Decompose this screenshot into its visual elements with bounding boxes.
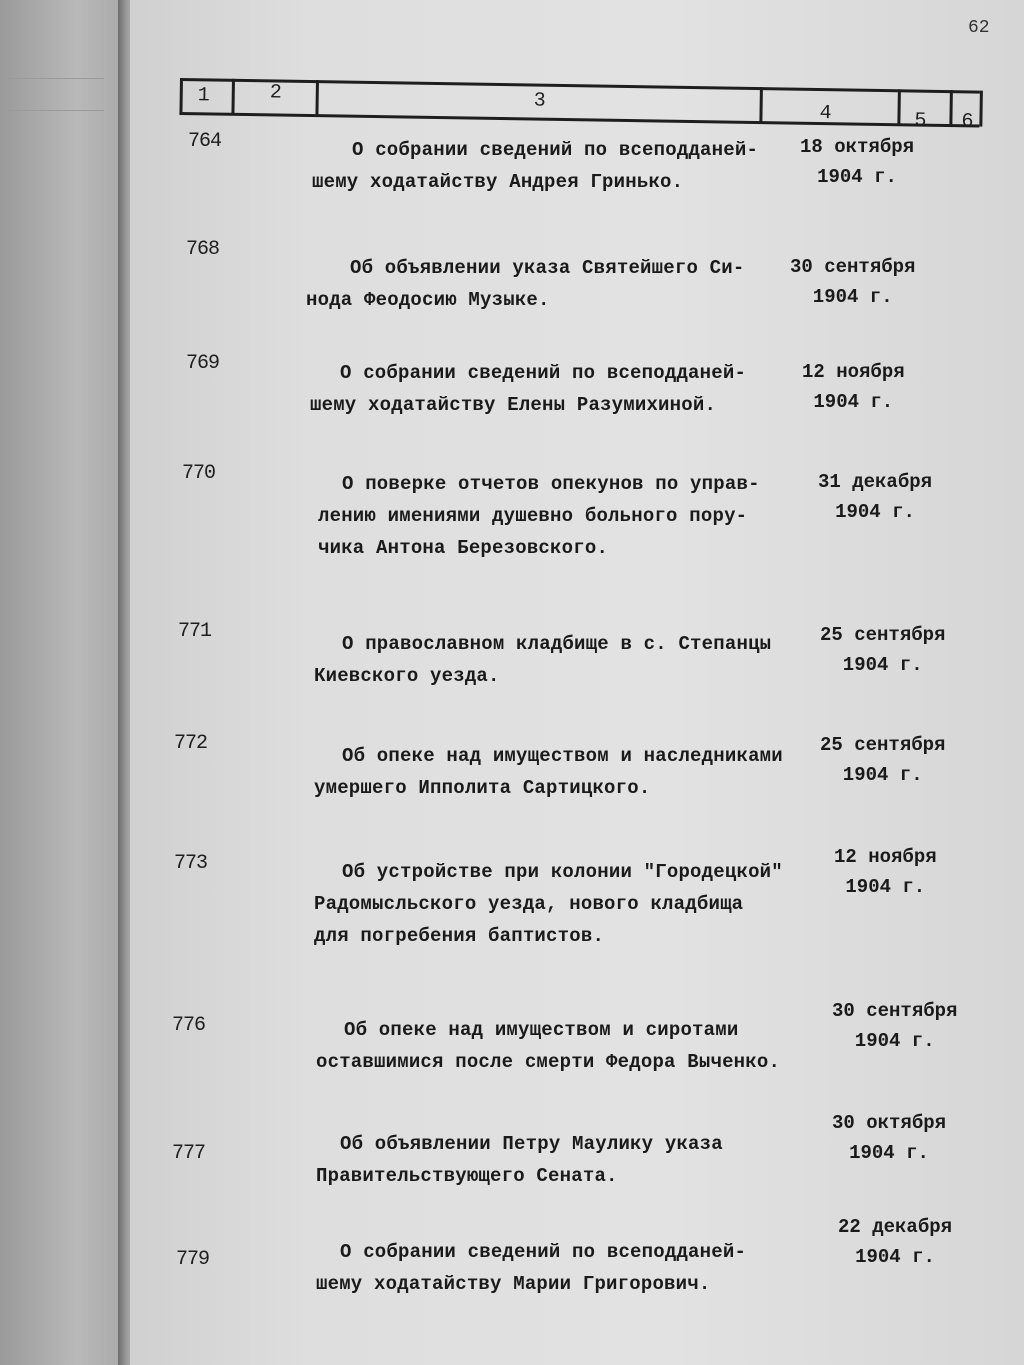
entry-description: Об опеке над имуществом и наследниками умершего Ипполита Сартицкого. — [314, 745, 783, 799]
column-header: 6 — [961, 110, 974, 134]
entry-date: 18 октября 1904 г. — [800, 136, 915, 188]
entry-description: О собрании сведений по всеподданей- шему ходатайству Андрея Гринько. — [312, 139, 759, 193]
entry-date: 25 сентября 1904 г. — [820, 734, 946, 786]
entry-number: 772 — [174, 732, 208, 755]
entry-number: 768 — [186, 238, 220, 261]
entry-number: 769 — [186, 352, 220, 375]
entry-description: О поверке отчетов опекунов по управ- лению имениями душевно больного пору- чика Антона Березовского. — [318, 473, 760, 559]
entry-description: Об объявлении указа Святейшего Си- нода Феодосию Музыке. — [306, 257, 745, 311]
entry-description: О собрании сведений по всеподданей- шему ходатайству Елены Разумихиной. — [310, 362, 747, 416]
facing-page — [0, 0, 128, 1365]
entry-description: Об устройстве при колонии "Городецкой" Радомысльского уезда, нового кладбища для погребения баптистов. — [314, 861, 783, 947]
entry-date: 30 сентября 1904 г. — [790, 256, 916, 308]
entry-number: 777 — [172, 1142, 206, 1165]
column-header: 3 — [533, 89, 546, 113]
entry-number: 771 — [178, 620, 212, 643]
entry-date: 30 сентября 1904 г. — [832, 1000, 958, 1052]
entry-description: Об объявлении Петру Маулику указа Правительствующего Сената. — [316, 1133, 723, 1187]
column-header: 1 — [197, 84, 210, 108]
entry-description: Об опеке над имуществом и сиротами оставшимися после смерти Федора Выченко. — [316, 1019, 781, 1073]
column-header: 4 — [819, 102, 832, 126]
entry-number: 770 — [182, 462, 216, 485]
page-number: 62 — [968, 18, 990, 38]
document-page — [130, 0, 1024, 1365]
entry-date: 30 октября 1904 г. — [832, 1112, 947, 1164]
entry-description: О собрании сведений по всеподданей- шему ходатайству Марии Григорович. — [316, 1241, 747, 1295]
entry-number: 776 — [172, 1014, 206, 1037]
entry-date: 22 декабря 1904 г. — [838, 1216, 953, 1268]
entry-date: 12 ноября 1904 г. — [834, 846, 937, 898]
column-header: 2 — [269, 81, 282, 105]
entry-number: 764 — [188, 130, 222, 153]
entry-number: 779 — [176, 1248, 210, 1271]
entry-number: 773 — [174, 852, 208, 875]
entry-date: 25 сентября 1904 г. — [820, 624, 946, 676]
entry-description: О православном кладбище в с. Степанцы Киевского уезда. — [314, 633, 772, 687]
entry-date: 31 декабря 1904 г. — [818, 471, 933, 523]
column-header: 5 — [914, 109, 927, 133]
entry-date: 12 ноября 1904 г. — [802, 361, 905, 413]
